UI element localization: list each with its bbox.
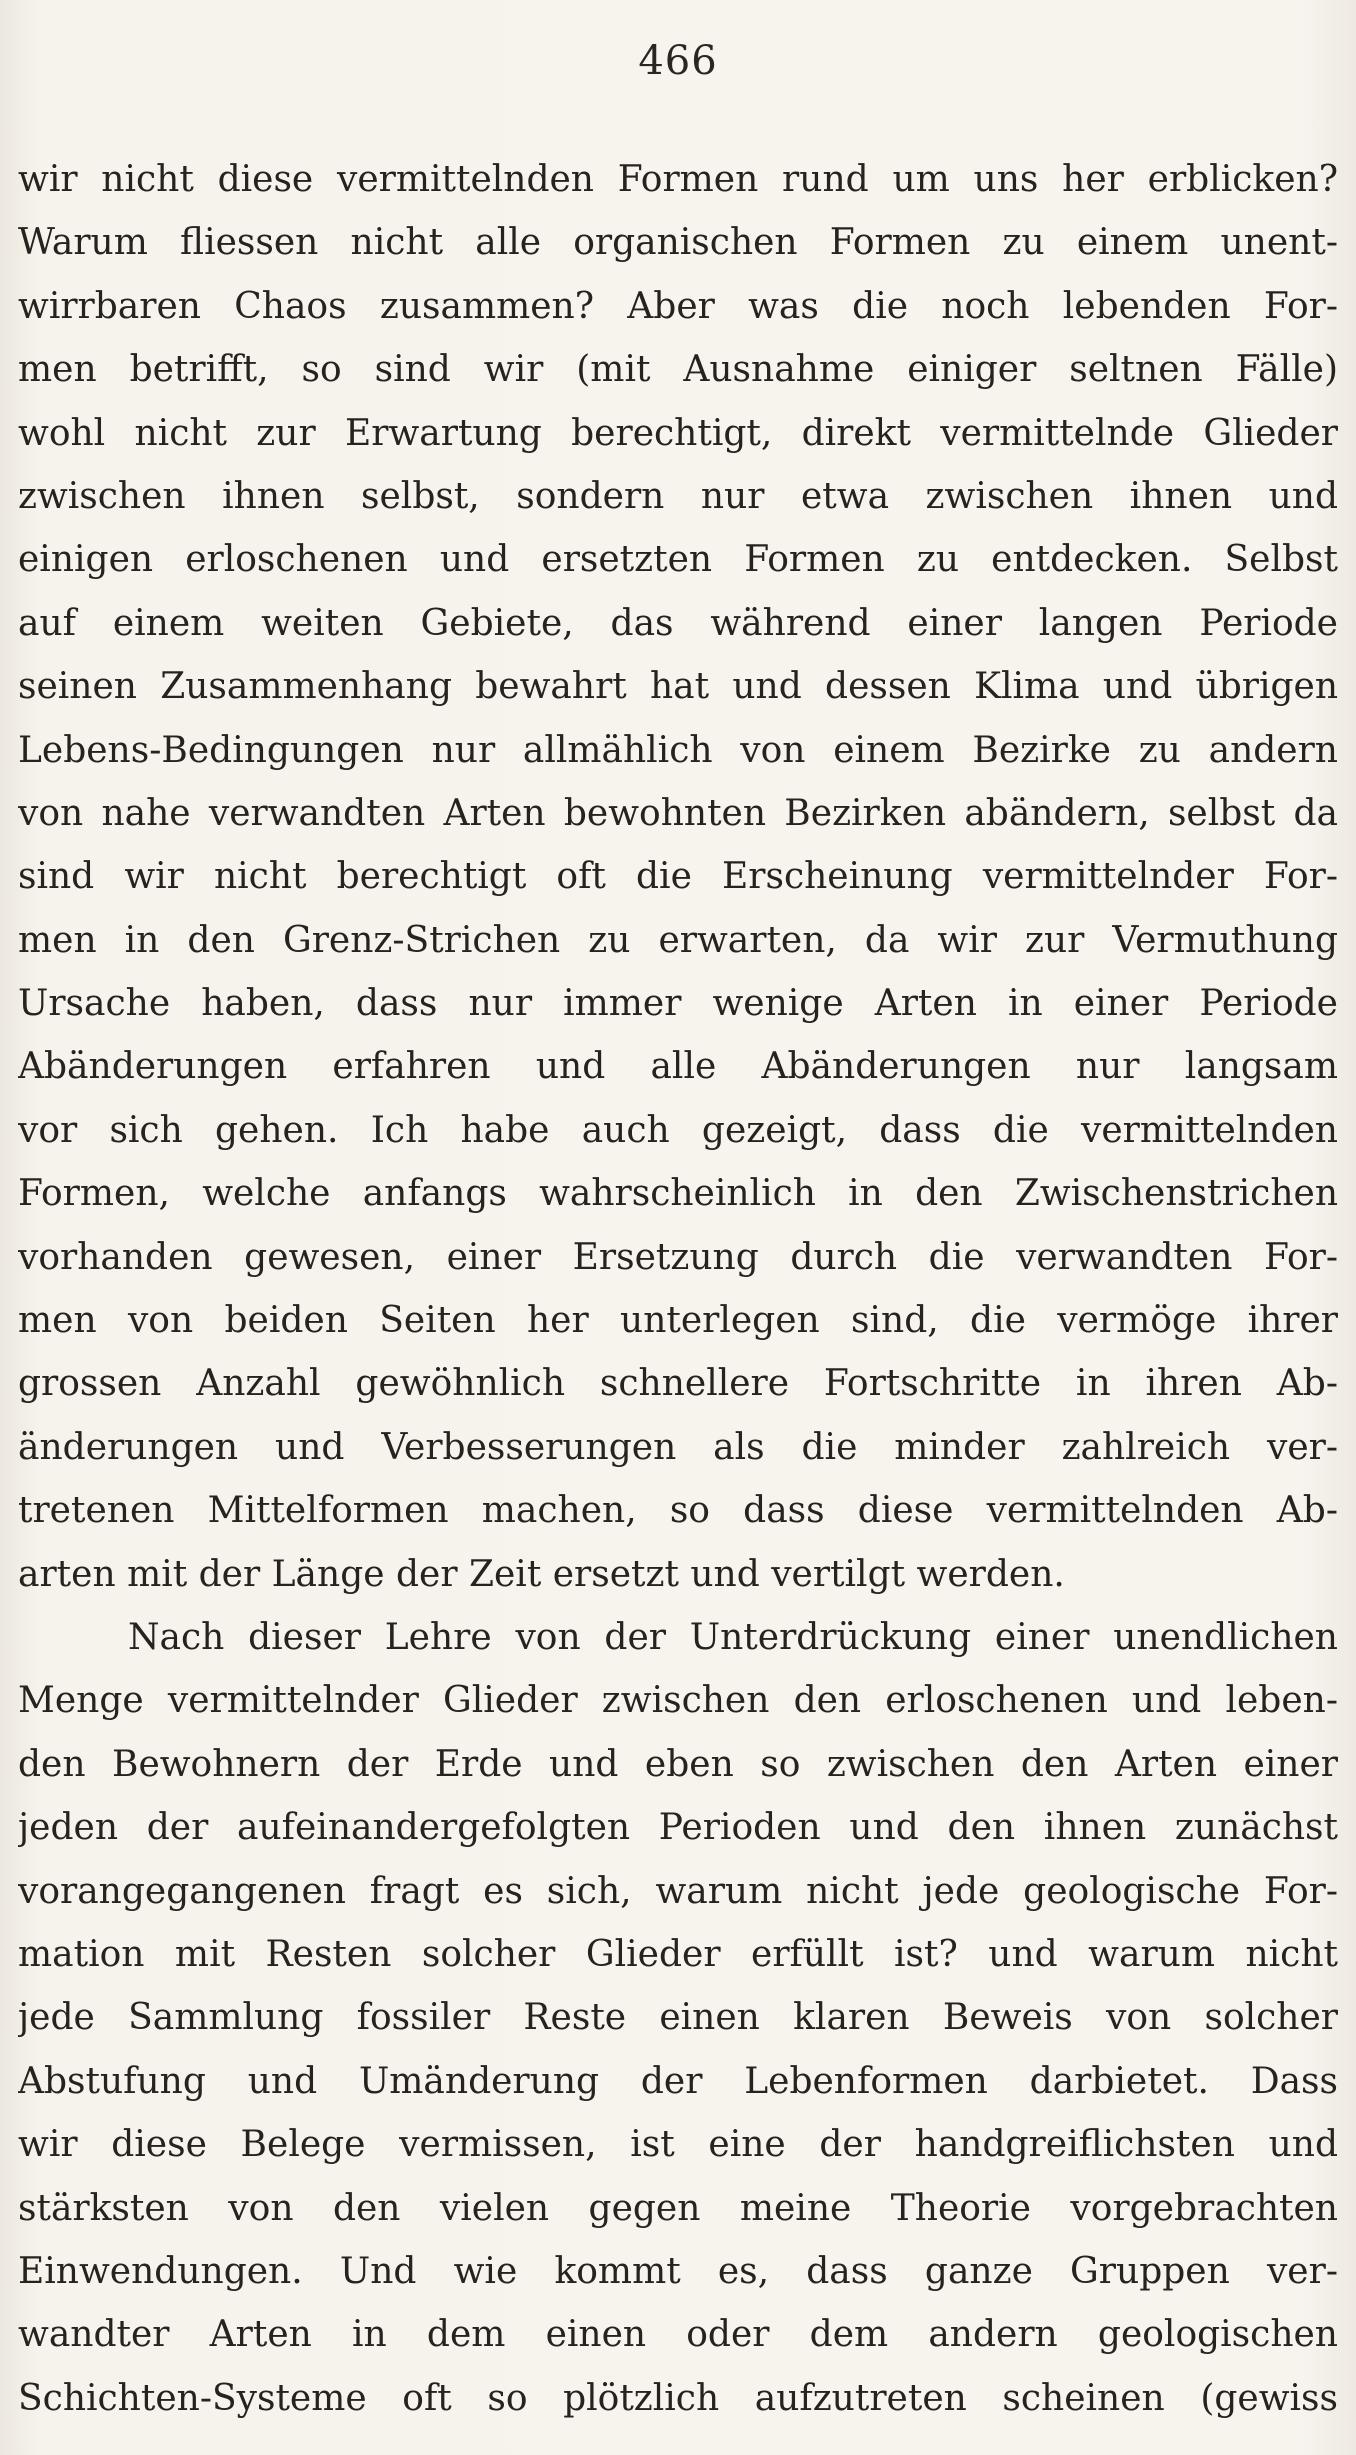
page-number: 466	[638, 38, 718, 84]
text-line: grossen Anzahl gewöhnlich schnellere Fortschritte in ihren Ab-	[18, 1363, 1338, 1405]
text-line: men betrifft, so sind wir (mit Ausnahme einiger seltnen Fälle)	[18, 349, 1338, 391]
text-line: sind wir nicht berechtigt oft die Erscheinung vermittelnder For-	[18, 856, 1338, 898]
text-line: von nahe verwandten Arten bewohnten Bezirken abändern, selbst da	[18, 792, 1338, 834]
text-line: Einwendungen. Und wie kommt es, dass ganze Gruppen ver-	[18, 2250, 1338, 2292]
text-line: Abänderungen erfahren und alle Abänderungen nur langsam	[18, 1046, 1338, 1088]
text-line: den Bewohnern der Erde und eben so zwischen den Arten einer	[18, 1743, 1338, 1785]
paragraph-start-line: Nach dieser Lehre von der Unterdrückung einer unendlichen	[128, 1616, 1338, 1658]
text-line: Warum fliessen nicht alle organischen Formen zu einem unent-	[18, 222, 1338, 264]
text-line: einigen erloschenen und ersetzten Formen zu entdecken. Selbst	[18, 539, 1338, 581]
text-line: seinen Zusammenhang bewahrt hat und dessen Klima und übrigen	[18, 666, 1338, 708]
text-line: jeden der aufeinandergefolgten Perioden und den ihnen zunächst	[18, 1807, 1338, 1849]
text-line: men von beiden Seiten her unterlegen sind, die vermöge ihrer	[18, 1300, 1338, 1342]
text-line: änderungen und Verbesserungen als die minder zahlreich ver-	[18, 1426, 1338, 1468]
text-line: wohl nicht zur Erwartung berechtigt, direkt vermittelnde Glieder	[18, 412, 1338, 454]
text-line: Lebens-Bedingungen nur allmählich von einem Bezirke zu andern	[18, 729, 1338, 771]
text-line: men in den Grenz-Strichen zu erwarten, da wir zur Vermuthung	[18, 919, 1338, 961]
text-line: Formen, welche anfangs wahrscheinlich in den Zwischenstrichen	[18, 1173, 1338, 1215]
text-line: vorhanden gewesen, einer Ersetzung durch die verwandten For-	[18, 1236, 1338, 1278]
text-line: Ursache haben, dass nur immer wenige Arten in einer Periode	[18, 983, 1338, 1025]
paragraph-end-line: arten mit der Länge der Zeit ersetzt und vertilgt werden.	[18, 1553, 1065, 1595]
text-line: Schichten-Systeme oft so plötzlich aufzutreten scheinen (gewiss	[18, 2377, 1338, 2419]
text-line: Menge vermittelnder Glieder zwischen den erloschenen und leben-	[18, 1680, 1338, 1722]
text-line: vorangegangenen fragt es sich, warum nicht jede geologische For-	[18, 1870, 1338, 1912]
text-line: wir nicht diese vermittelnden Formen rund um uns her erblicken?	[18, 159, 1338, 200]
text-line: zwischen ihnen selbst, sondern nur etwa zwischen ihnen und	[18, 475, 1338, 517]
text-line: mation mit Resten solcher Glieder erfüllt ist? und warum nicht	[18, 1933, 1338, 1975]
text-line: jede Sammlung fossiler Reste einen klaren Beweis von solcher	[18, 1997, 1338, 2039]
text-line: vor sich gehen. Ich habe auch gezeigt, dass die vermittelnden	[18, 1109, 1338, 1151]
text-line: wandter Arten in dem einen oder dem andern geologischen	[18, 2314, 1338, 2356]
text-line: auf einem weiten Gebiete, das während einer langen Periode	[18, 602, 1338, 644]
text-line: stärksten von den vielen gegen meine Theorie vorgebrachten	[18, 2187, 1338, 2229]
text-line: Abstufung und Umänderung der Lebenformen darbietet. Dass	[18, 2060, 1338, 2102]
body-text	[18, 148, 1338, 2430]
text-line: wirrbaren Chaos zusammen? Aber was die noch lebenden For-	[18, 285, 1338, 327]
text-line: tretenen Mittelformen machen, so dass diese vermittelnden Ab-	[18, 1490, 1338, 1532]
text-line: wir diese Belege vermissen, ist eine der handgreiflichsten und	[18, 2124, 1338, 2166]
